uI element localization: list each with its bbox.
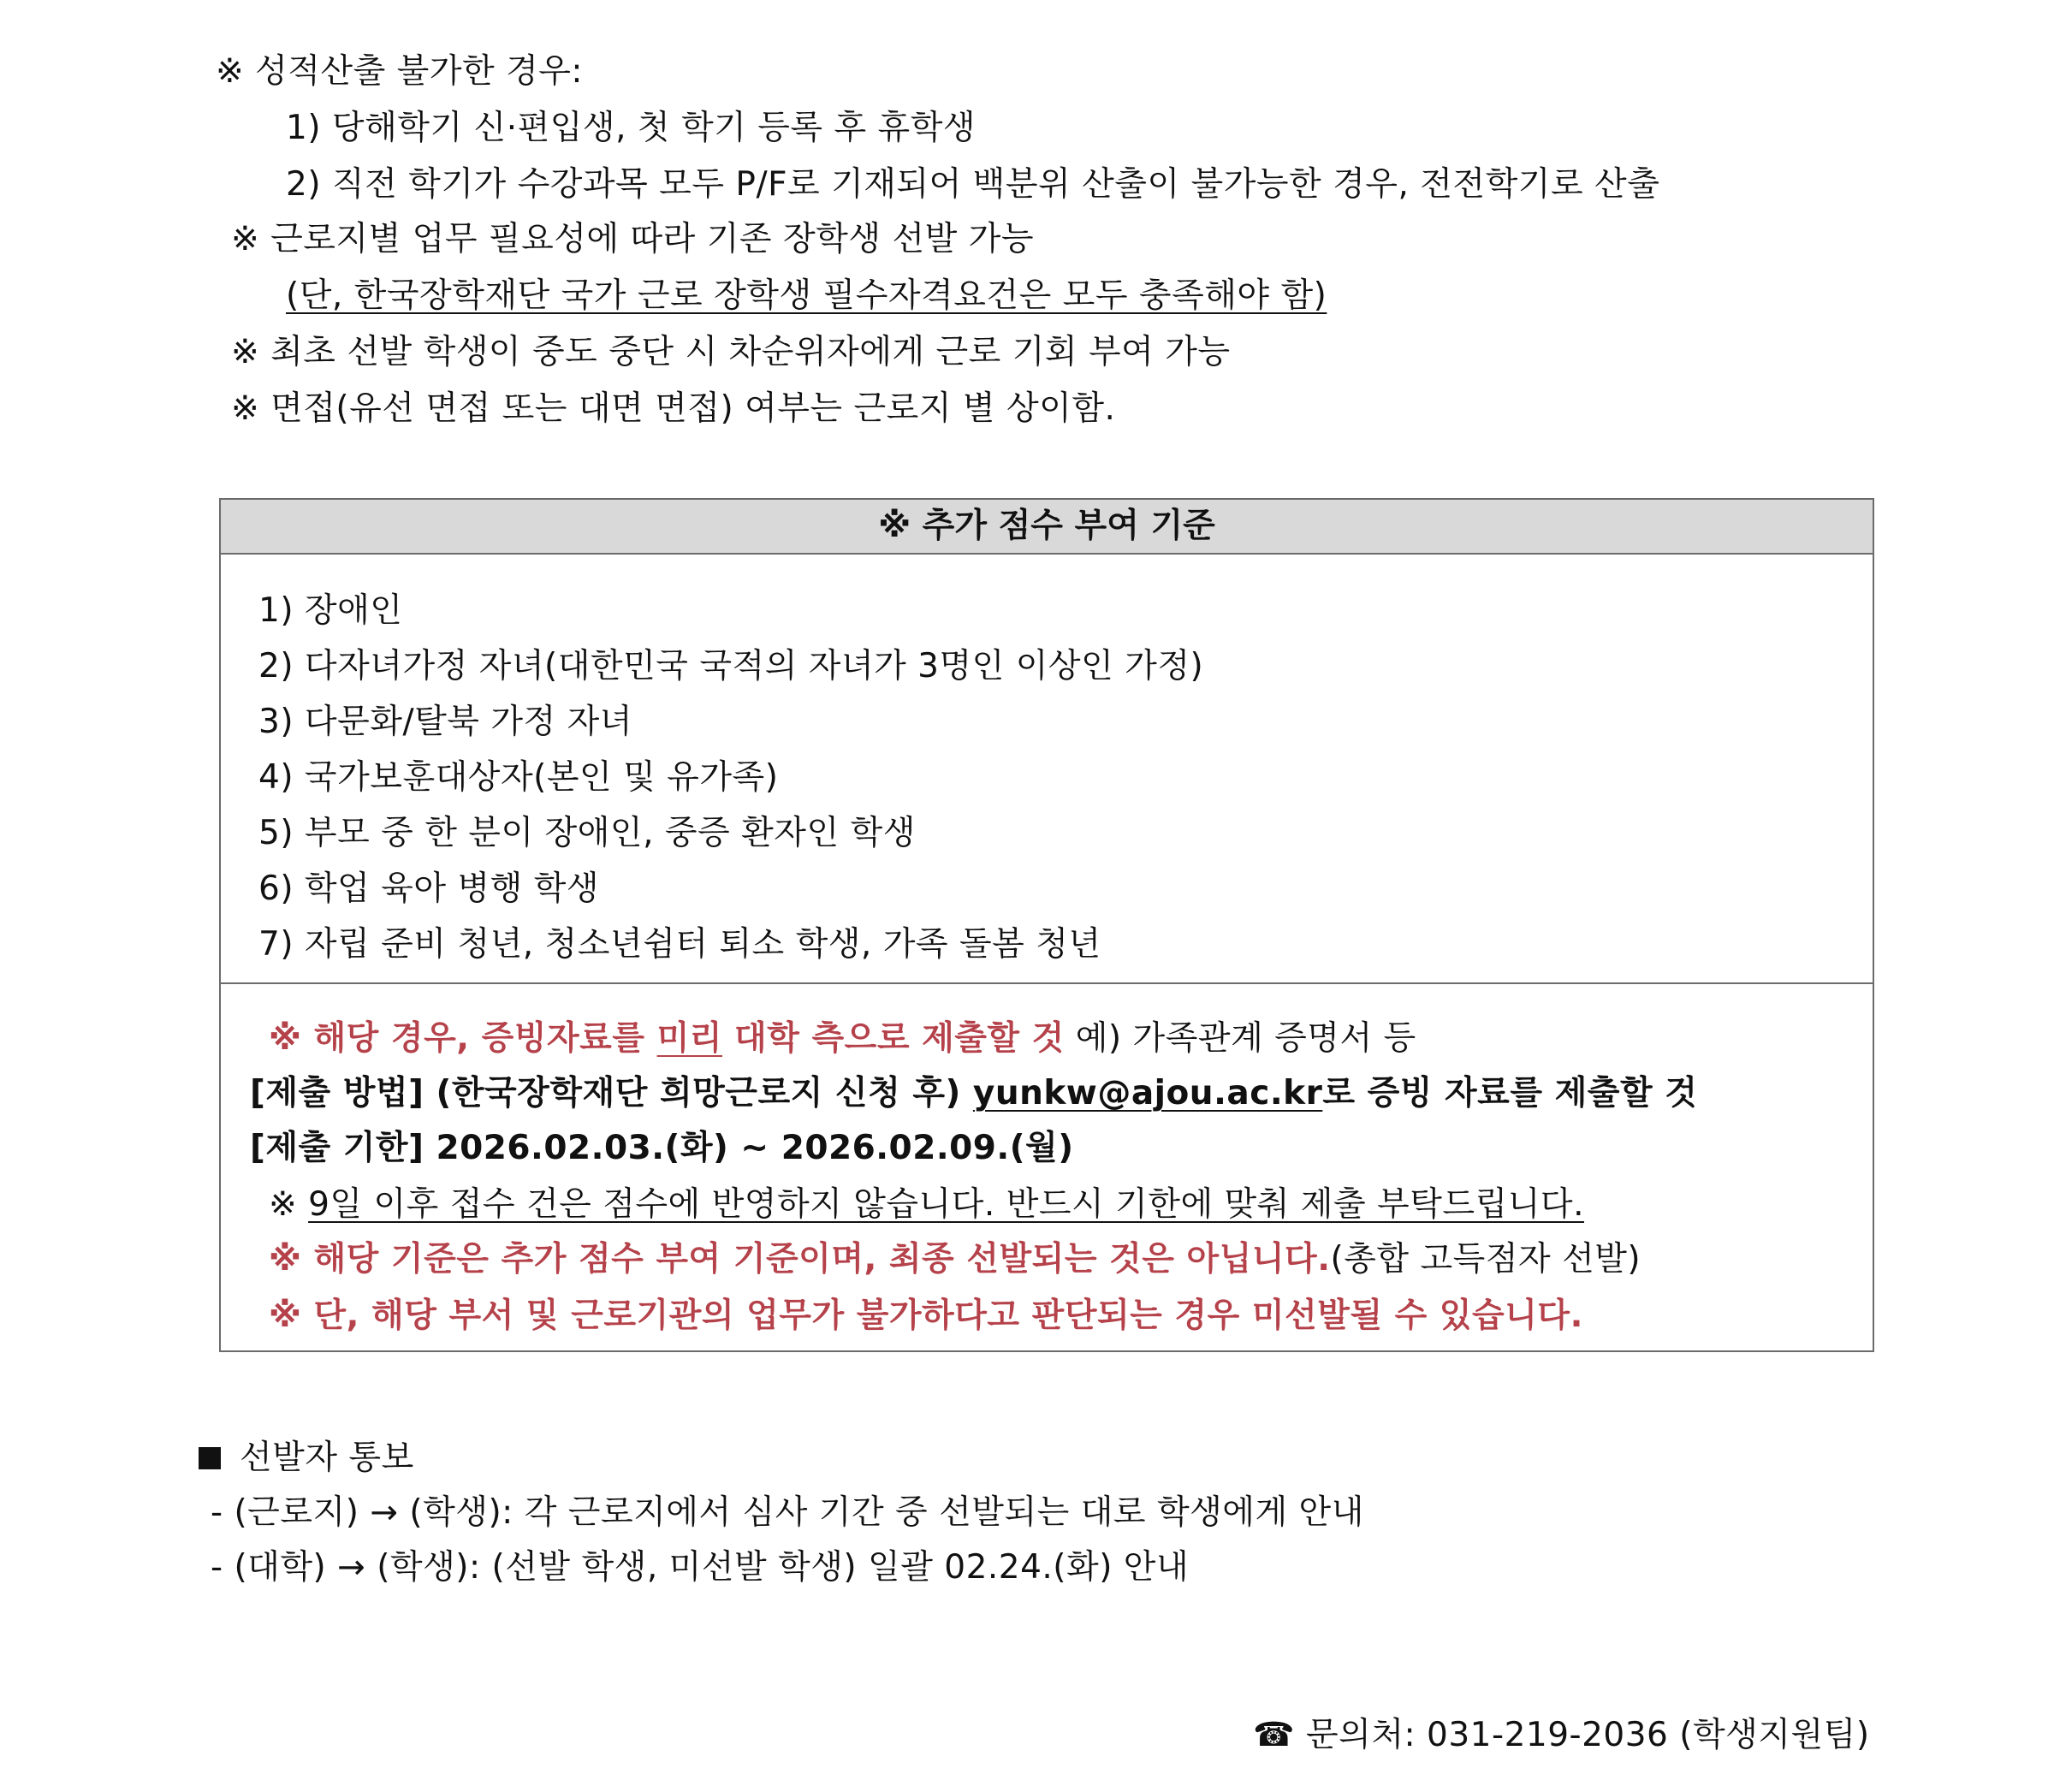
evidence-note-emphasis: 미리	[656, 1019, 722, 1058]
grade-note-title: ※ 성적산출 불가한 경우:	[216, 52, 584, 91]
submission-method-text: [제출 방법] (한국장학재단 희망근로지 신청 후)	[250, 1074, 973, 1113]
dropout-note: ※ 최초 선발 학생이 중도 중단 시 차순위자에게 근로 기회 부여 가능	[231, 333, 1231, 371]
late-note-text: 9일 이후 접수 건은 점수에 반영하지 않습니다. 반드시 기한에 맞춰 제출 부탁드립니다.	[308, 1185, 1584, 1224]
notice-line: - (근로지) → (학생): 각 근로지에서 심사 기간 중 선발되는 대로 학생에게 안내	[211, 1493, 1364, 1532]
existing-scholar-note: ※ 근로지별 업무 필요성에 따라 기존 장학생 선발 가능	[231, 220, 1035, 258]
phone-icon: ☎	[1253, 1716, 1296, 1754]
submission-method-text: 로 증빙 자료를 제출할 것	[1322, 1074, 1698, 1113]
evidence-note-text: ※ 해당 경우, 증빙자료를	[269, 1019, 657, 1058]
criteria-note-text: ※ 해당 기준은 추가 점수 부여 기준이며, 최종 선발되는 것은 아닙니다.	[269, 1240, 1331, 1279]
notice-title: 선발자 통보	[240, 1439, 414, 1477]
square-bullet-icon	[199, 1447, 221, 1469]
contact-text: 문의처: 031-219-2036 (학생지원팀)	[1306, 1716, 1870, 1754]
evidence-note-text: 대학 측으로 제출할 것	[721, 1019, 1065, 1058]
grade-note-item-2: 2) 직전 학기가 수강과목 모두 P/F로 기재되어 백분위 산출이 불가능한 경우, 전전학기로 산출	[286, 165, 1660, 204]
submission-method	[250, 1066, 1697, 1114]
bonus-criteria-box	[219, 498, 1874, 1352]
bonus-criteria-title: ※ 추가 점수 부여 기준	[221, 500, 1873, 555]
final-note: ※ 단, 해당 부서 및 근로기관의 업무가 불가하다고 판단되는 경우 미선발될 수 있습니다.	[269, 1297, 1583, 1335]
bonus-item: 6) 학업 육아 병행 학생	[258, 869, 600, 908]
notice-heading	[199, 1431, 414, 1479]
evidence-note	[269, 1012, 1416, 1059]
interview-note: ※ 면접(유선 면접 또는 대면 면접) 여부는 근로지 별 상이함.	[231, 389, 1116, 428]
bonus-item: 4) 국가보훈대상자(본인 및 유가족)	[258, 758, 779, 797]
box-divider	[221, 982, 1873, 984]
existing-scholar-condition: (단, 한국장학재단 국가 근로 장학생 필수자격요건은 모두 충족해야 함)	[286, 276, 1327, 315]
criteria-note	[269, 1232, 1641, 1280]
late-note-mark: ※	[269, 1185, 309, 1224]
submission-email-link[interactable]: yunkw@ajou.ac.kr	[972, 1074, 1323, 1113]
submission-deadline: [제출 기한] 2026.02.03.(화) ~ 2026.02.09.(월)	[250, 1129, 1074, 1167]
late-submission-note	[269, 1178, 1584, 1225]
notice-line: - (대학) → (학생): (선발 학생, 미선발 학생) 일괄 02.24.(화) 안내	[211, 1548, 1190, 1587]
criteria-note-detail: (총합 고득점자 선발)	[1330, 1240, 1641, 1279]
bonus-item: 2) 다자녀가정 자녀(대한민국 국적의 자녀가 3명인 이상인 가정)	[258, 647, 1204, 685]
bonus-item: 5) 부모 중 한 분이 장애인, 중증 환자인 학생	[258, 814, 916, 852]
bonus-item: 3) 다문화/탈북 가정 자녀	[258, 703, 632, 741]
bonus-item: 7) 자립 준비 청년, 청소년쉼터 퇴소 학생, 가족 돌봄 청년	[258, 925, 1101, 964]
contact-info	[1253, 1708, 1870, 1756]
bonus-item: 1) 장애인	[258, 591, 403, 630]
evidence-example: 예) 가족관계 증명서 등	[1064, 1019, 1416, 1058]
grade-note-item-1: 1) 당해학기 신·편입생, 첫 학기 등록 후 휴학생	[286, 109, 977, 147]
